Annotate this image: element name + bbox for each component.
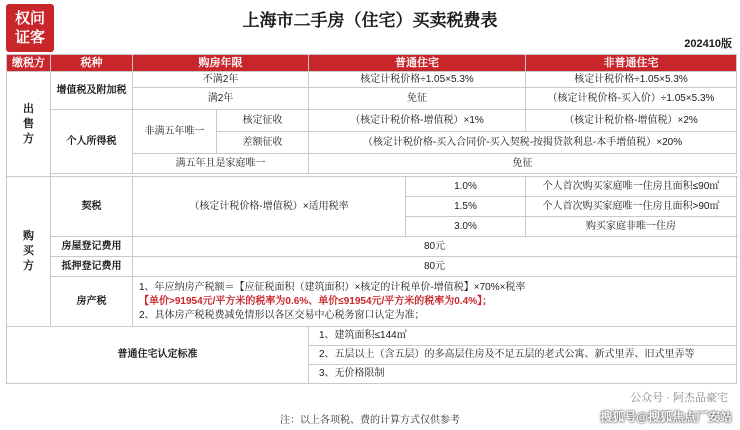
standard-c1: 1、建筑面积≤144㎡ xyxy=(309,327,736,346)
pit-diff-label: 差额征收 xyxy=(217,132,309,154)
header-non-normal: 非普通住宅 xyxy=(526,55,737,72)
deed-rate-1: 1.0% xyxy=(406,177,525,197)
vat-name: 增值税及附加税 xyxy=(51,72,133,110)
vat-r1-normal: 核定计税价格÷1.05×5.3% xyxy=(309,72,526,88)
page-title: 上海市二手房（住宅）买卖税费表 xyxy=(242,11,498,30)
mort-fee-value: 80元 xyxy=(133,257,737,277)
buyer-label: 购 买 方 xyxy=(7,177,51,327)
pit-not5: 非满五年唯一 xyxy=(133,110,217,154)
logo-line1: 权问 xyxy=(14,10,45,27)
property-line-2: 【单价>91954元/平方米的税率为0.6%、单价≤91954元/平方米的税率为0.4%】； xyxy=(139,295,493,307)
table-row xyxy=(7,237,737,257)
footnote: 注：以上各项税、费的计算方式仅供参考 xyxy=(280,415,460,426)
pit-name: 个人所得税 xyxy=(51,110,133,174)
vat-r1-non: 核定计税价格÷1.05×5.3% xyxy=(526,72,737,88)
watermark-wechat: 公众号 · 阿杰品豪宅 xyxy=(630,392,728,404)
deed-rate-3: 3.0% xyxy=(454,221,477,232)
reg-fee-value: 80元 xyxy=(133,237,737,257)
vat-r2-years: 满2年 xyxy=(133,88,309,110)
tax-table xyxy=(6,54,737,384)
watermark-sohu: 搜狐号@搜狐焦点厂安站 xyxy=(600,410,732,424)
vat-r2-non: （核定计税价格-买入价）÷1.05×5.3% xyxy=(526,88,737,110)
table-row xyxy=(7,277,737,327)
vat-r1-years: 不满2年 xyxy=(133,72,309,88)
header-years: 购房年限 xyxy=(133,55,309,72)
header-normal: 普通住宅 xyxy=(309,55,526,72)
pit-diff-formula: （核定计税价格-买入合同价-买入契税-按揭贷款利息-本手增值税）×20% xyxy=(309,132,737,154)
standard-criteria xyxy=(309,327,737,384)
pit-full5: 满五年且是家庭唯一 xyxy=(133,154,309,174)
pit-verify-normal: （核定计税价格-增值税）×1% xyxy=(309,110,526,132)
standard-name: 普通住宅认定标准 xyxy=(7,327,309,384)
deed-rate-2: 1.5% xyxy=(406,197,525,217)
table-row xyxy=(7,72,737,88)
table-header-row xyxy=(7,55,737,72)
pit-verify-label: 核定征收 xyxy=(217,110,309,132)
deed-cond-3: 购买家庭非唯一住房 xyxy=(586,221,676,232)
table-row xyxy=(7,327,737,384)
deed-cond-1: 个人首次购买家庭唯一住房且面积≤90㎡ xyxy=(526,177,736,197)
standard-c3: 3、无价格限制 xyxy=(319,368,385,379)
property-line-3: 2、具体房产税税费减免情形以各区交易中心税务窗口认定为准； xyxy=(139,309,425,321)
version-label: 202410版 xyxy=(684,38,732,50)
pit-verify-non: （核定计税价格-增值税）×2% xyxy=(526,110,737,132)
deed-conditions xyxy=(526,177,737,237)
seller-label: 出 售 方 xyxy=(7,72,51,177)
table-row xyxy=(7,257,737,277)
property-tax-desc xyxy=(133,277,737,327)
deed-cond-2: 个人首次购买家庭唯一住房且面积>90㎡ xyxy=(526,197,736,217)
pit-full5-value: 免征 xyxy=(309,154,737,174)
property-tax-name: 房产税 xyxy=(51,277,133,327)
header-payer: 缴税方 xyxy=(7,55,51,72)
deed-formula: （核定计税价格-增值税）×适用税率 xyxy=(133,177,406,237)
reg-fee-name: 房屋登记费用 xyxy=(51,237,133,257)
deed-rates xyxy=(406,177,526,237)
property-line-1: 1、年应纳房产税额＝【应征税面积（建筑面积）×核定的计税单价-增值税】×70%×税率 xyxy=(139,281,526,293)
standard-c2: 2、五层以上（含五层）的多高层住房及不足五层的老式公寓、新式里弄、旧式里弄等 xyxy=(309,346,736,365)
table-row xyxy=(7,177,737,237)
header-tax-type: 税种 xyxy=(51,55,133,72)
mort-fee-name: 抵押登记费用 xyxy=(51,257,133,277)
deed-name: 契税 xyxy=(51,177,133,237)
logo-line2: 证客 xyxy=(14,29,45,46)
table-row xyxy=(7,110,737,132)
vat-r2-normal: 免征 xyxy=(309,88,526,110)
